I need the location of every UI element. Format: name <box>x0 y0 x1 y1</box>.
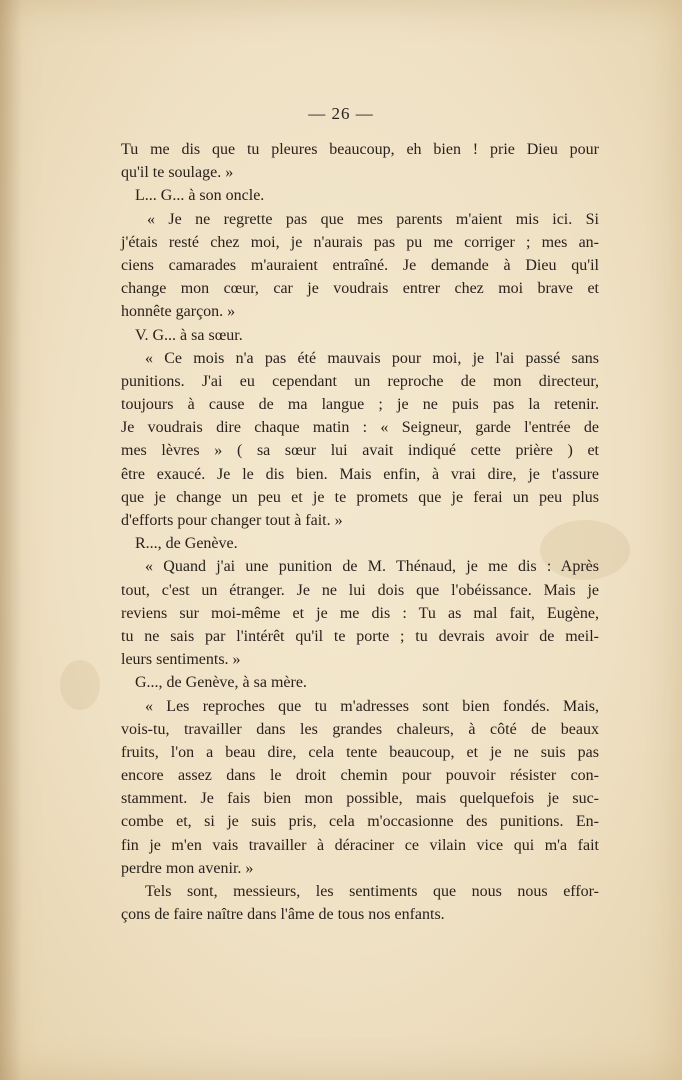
text-line: « Je ne regrette pas que mes parents m'aient mis ici. Si <box>147 210 599 228</box>
letter-heading: V. G... à sa sœur. <box>135 326 243 344</box>
text-line: vois-tu, travailler dans les grandes chaleurs, à côté de beaux <box>121 720 599 738</box>
text-line: change mon cœur, car je voudrais entrer chez moi brave et <box>121 280 599 298</box>
body-text <box>121 138 599 926</box>
text-line: « Quand j'ai une punition de M. Thénaud, je me dis : Après <box>145 558 599 576</box>
text-line: reviens sur moi-même et je me dis : Tu as mal fait, Eugène, <box>121 604 599 622</box>
text-line: leurs sentiments. » <box>121 651 241 669</box>
letter-heading: G..., de Genève, à sa mère. <box>135 674 307 692</box>
text-line: tout, c'est un étranger. Je ne lui dois que l'obéissance. Mais je <box>121 581 599 599</box>
text-line: ciens camarades m'auraient entraîné. Je demande à Dieu qu'il <box>121 256 599 274</box>
text-line: Tels sont, messieurs, les sentiments que nous nous effor- <box>145 883 599 900</box>
text-line: mes lèvres » ( sa sœur lui avait indiqué cette prière ) et <box>121 442 599 460</box>
text-line: fruits, l'on a beau dire, cela tente beaucoup, et je ne suis pas <box>121 743 599 761</box>
text-line: stamment. Je fais bien mon possible, mais quelquefois je suc- <box>121 790 599 808</box>
text-line: fin je m'en vais travailler à déraciner ce vilain vice qui m'a fait <box>121 836 599 854</box>
text-line: qu'il te soulage. » <box>121 164 234 182</box>
text-line: « Les reproches que tu m'adresses sont bien fondés. Mais, <box>145 697 599 715</box>
text-line: Tu me dis que tu pleures beaucoup, eh bien ! prie Dieu pour <box>121 141 599 158</box>
text-line: combe et, si je suis pris, cela m'occasionne des punitions. En- <box>121 813 599 831</box>
text-line: « Ce mois n'a pas été mauvais pour moi, je l'ai passé sans <box>145 349 599 367</box>
page-spine-shadow <box>0 0 22 1080</box>
text-line: Je voudrais dire chaque matin : « Seigneur, garde l'entrée de <box>121 419 599 437</box>
text-line: encore assez dans le droit chemin pour pouvoir résister con- <box>121 767 599 785</box>
text-line: être exaucé. Je le dis bien. Mais enfin, à vrai dire, je t'assure <box>121 465 599 483</box>
text-line: perdre mon avenir. » <box>121 859 254 877</box>
text-line: toujours à cause de ma langue ; je ne puis pas la retenir. <box>121 396 599 414</box>
text-line: j'étais resté chez moi, je n'aurais pas pu me corriger ; mes an- <box>121 233 599 251</box>
text-line: punitions. J'ai eu cependant un reproche de mon directeur, <box>121 372 599 390</box>
text-line: d'efforts pour changer tout à fait. » <box>121 512 343 529</box>
text-line: tu ne sais par l'intérêt qu'il te porte ; tu devrais avoir de meil- <box>121 627 599 645</box>
letter-heading: R..., de Genève. <box>135 535 238 553</box>
text-line: que je change un peu et je te promets que je ferai un peu plus <box>121 488 599 506</box>
letter-heading: L... G... à son oncle. <box>135 187 265 205</box>
page-number: — 26 — <box>308 104 374 123</box>
paper-stain <box>60 660 100 710</box>
text-line: çons de faire naître dans l'âme de tous nos enfants. <box>121 906 445 924</box>
text-line: honnête garçon. » <box>121 303 236 321</box>
